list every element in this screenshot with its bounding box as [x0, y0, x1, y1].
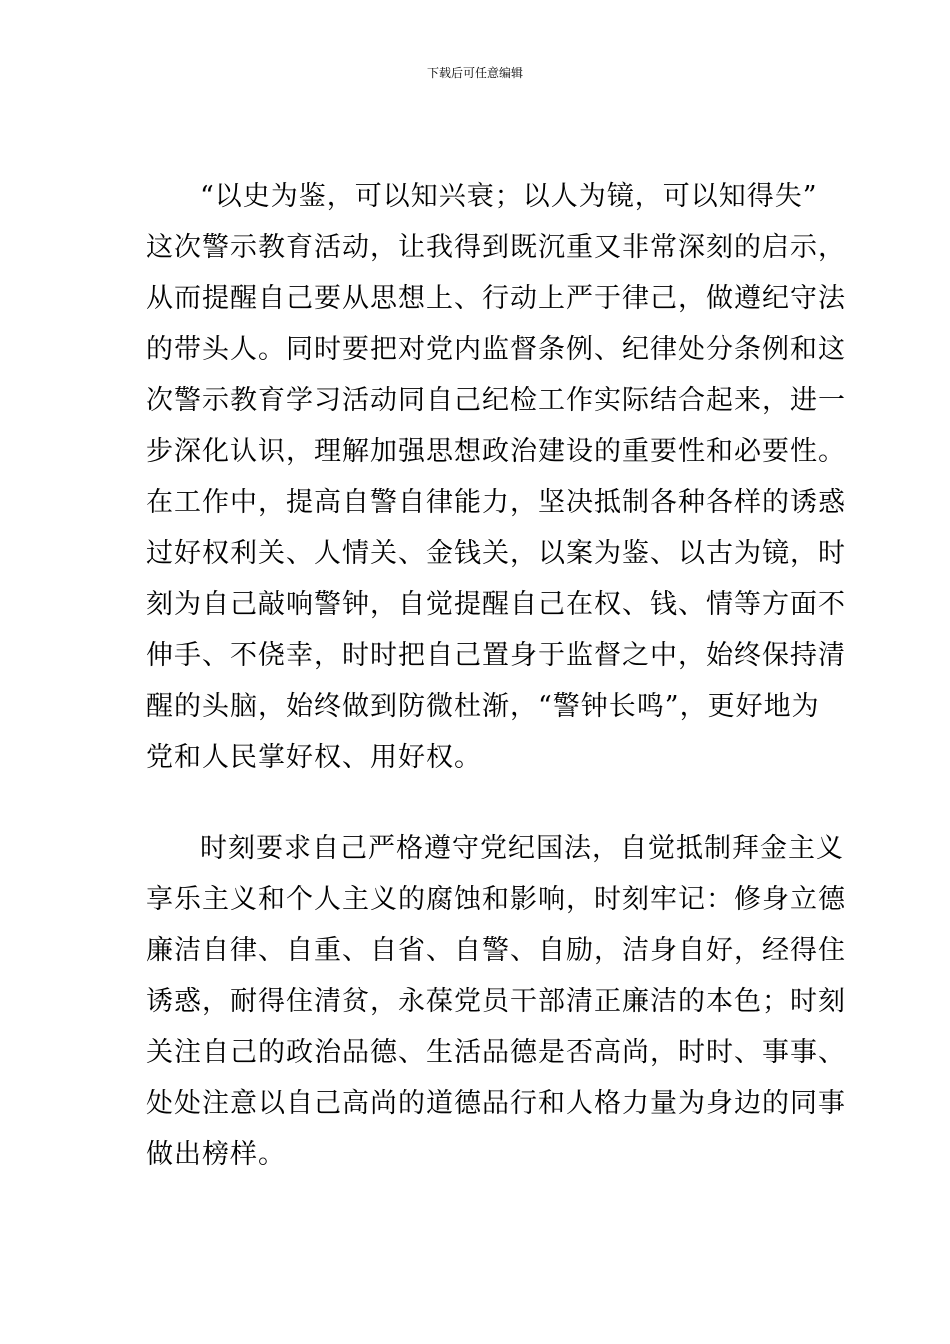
paragraph-line: 做出榜样。 — [146, 1139, 286, 1170]
paragraph-line: 廉洁自律、自重、自省、自警、自励，洁身自好，经得住 — [146, 935, 846, 966]
paragraph-2 — [146, 823, 846, 1180]
page-header: 下载后可任意编辑 — [426, 66, 523, 80]
paragraph-line: 伸手、不侥幸，时时把自己置身于监督之中，始终保持清 — [146, 640, 846, 671]
paragraph-line: 刻为自己敲响警钟，自觉提醒自己在权、钱、情等方面不 — [146, 589, 846, 620]
paragraph-line: 享乐主义和个人主义的腐蚀和影响，时刻牢记：修身立德 — [146, 884, 846, 915]
paragraph-line: 在工作中，提高自警自律能力，坚决抵制各种各样的诱惑 — [146, 487, 846, 518]
paragraph-line: 时刻要求自己严格遵守党纪国法，自觉抵制拜金主义 — [200, 833, 844, 864]
paragraph-line: 这次警示教育活动，让我得到既沉重又非常深刻的启示， — [146, 232, 846, 263]
paragraph-line: “以史为鉴，可以知兴衰；以人为镜，可以知得失” — [200, 181, 818, 212]
paragraph-line: 关注自己的政治品德、生活品德是否高尚，时时、事事、 — [146, 1037, 846, 1068]
paragraph-line: 步深化认识，理解加强思想政治建设的重要性和必要性。 — [146, 436, 846, 467]
paragraph-1 — [146, 171, 846, 783]
paragraph-line: 诱惑，耐得住清贫，永葆党员干部清正廉洁的本色；时刻 — [146, 986, 846, 1017]
paragraph-line: 处处注意以自己高尚的道德品行和人格力量为身边的同事 — [146, 1088, 846, 1119]
paragraph-line: 过好权利关、人情关、金钱关，以案为鉴、以古为镜，时 — [146, 538, 846, 569]
paragraph-line: 次警示教育学习活动同自己纪检工作实际结合起来，进一 — [146, 385, 846, 416]
paragraph-line: 从而提醒自己要从思想上、行动上严于律己，做遵纪守法 — [146, 283, 846, 314]
paragraph-line: 的带头人。同时要把对党内监督条例、纪律处分条例和这 — [146, 334, 846, 365]
paragraph-line: 党和人民掌好权、用好权。 — [146, 742, 482, 773]
paragraph-line: 醒的头脑，始终做到防微杜渐，“警钟长鸣”，更好地为 — [146, 691, 820, 722]
